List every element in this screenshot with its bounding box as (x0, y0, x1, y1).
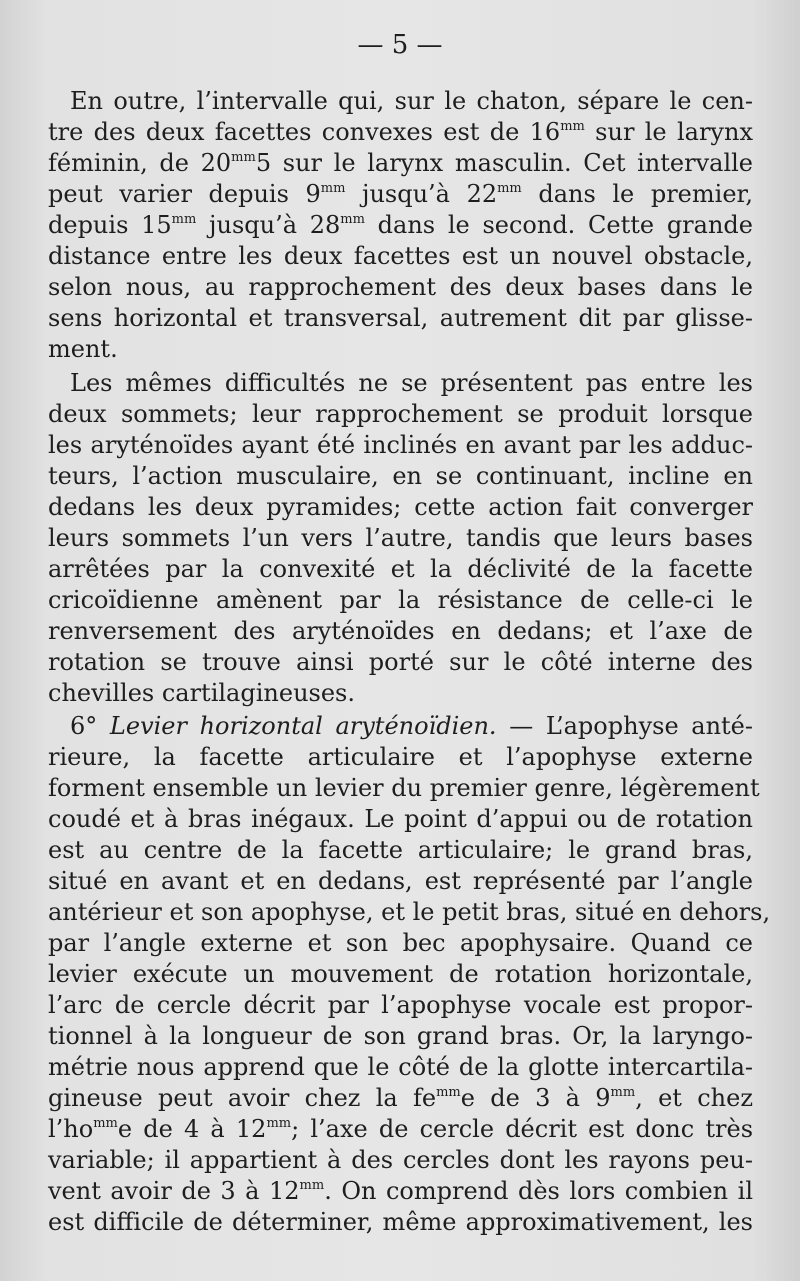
text-line: les aryténoïdes ayant été inclinés en avant par les adduc- (48, 431, 753, 459)
text-line: renversement des aryténoïdes en dedans; et l’axe de (48, 617, 753, 645)
text-line: Les mêmes difficultés ne se présentent pas entre les (70, 369, 753, 397)
section-title: Levier horizontal aryténoïdien. (109, 712, 497, 740)
text-line: est difficile de déterminer, même approximativement, les (48, 1208, 753, 1236)
text-line: antérieur et son apophyse, et le petit bras, situé en dehors, (48, 898, 771, 926)
text-line: tionnel à la longueur de son grand bras. Or, la laryngo- (48, 1022, 753, 1050)
text-line: gineuse peut avoir chez la $fe^{mm}e$ de 3 à $9^{mm}$, et chez (48, 1084, 753, 1112)
page-number: — 5 — (357, 30, 443, 60)
text-line: $l’ho^{mm}e$ de 4 à $12^{mm}$; l’axe de cercle décrit est donc très (48, 1115, 754, 1143)
section-heading-rest: — L’apophyse anté- (496, 712, 753, 740)
text-line: est au centre de la facette articulaire; le grand bras, (48, 836, 753, 864)
text-line: teurs, l’action musculaire, en se continuant, incline en (48, 462, 753, 490)
text-line: vent avoir de 3 à $12^{mm}$. On comprend dès lors combien il (48, 1177, 754, 1205)
section-heading-line (70, 711, 753, 742)
text-line: situé en avant et en dedans, est représenté par l’angle (48, 867, 753, 895)
text-line: l’arc de cercle décrit par l’apophyse vocale est propor- (48, 991, 753, 1019)
text-line: levier exécute un mouvement de rotation horizontale, (48, 960, 753, 988)
text-line: En outre, l’intervalle qui, sur le chaton, sépare le cen- (70, 87, 753, 115)
text-line: peut varier depuis $9^{mm}$ jusqu’à $22^{mm}$ dans le premier, (48, 180, 753, 208)
text-line: variable; il appartient à des cercles dont les rayons peu- (48, 1146, 753, 1174)
text-line: leurs sommets l’un vers l’autre, tandis que leurs bases (48, 524, 753, 552)
text-line: selon nous, au rapprochement des deux bases dans le (48, 273, 753, 301)
text-line: par l’angle externe et son bec apophysaire. Quand ce (48, 929, 753, 957)
text-line: distance entre les deux facettes est un nouvel obstacle, (48, 242, 753, 270)
text-line: dedans les deux pyramides; cette action fait converger (48, 493, 753, 521)
text-line: deux sommets; leur rapprochement se produit lorsque (48, 400, 753, 428)
text-line: sens horizontal et transversal, autrement dit par glisse- (48, 304, 753, 332)
text-line: ment. (48, 335, 118, 363)
text-line: chevilles cartilagineuses. (48, 679, 355, 707)
text-line: rieure, la facette articulaire et l’apophyse externe (48, 743, 753, 771)
text-line: forment ensemble un levier du premier genre, légèrement (48, 774, 760, 802)
text-line: coudé et à bras inégaux. Le point d’appui ou de rotation (48, 805, 753, 833)
text-line: depuis $15^{mm}$ jusqu’à $28^{mm}$ dans le second. Cette grande (48, 211, 753, 239)
text-line: tre des deux facettes convexes est de $16^{mm}$ sur le larynx (48, 118, 753, 146)
text-line: cricoïdienne amènent par la résistance de celle-ci le (48, 586, 753, 614)
text-line: rotation se trouve ainsi porté sur le côté interne des (48, 648, 753, 676)
section-number: 6° (70, 712, 98, 740)
text-line: féminin, de $20^{mm}5$ sur le larynx masculin. Cet intervalle (48, 149, 753, 177)
text-line: métrie nous apprend que le côté de la glotte intercartila- (48, 1053, 753, 1081)
text-line: arrêtées par la convexité et la déclivité de la facette (48, 555, 753, 583)
